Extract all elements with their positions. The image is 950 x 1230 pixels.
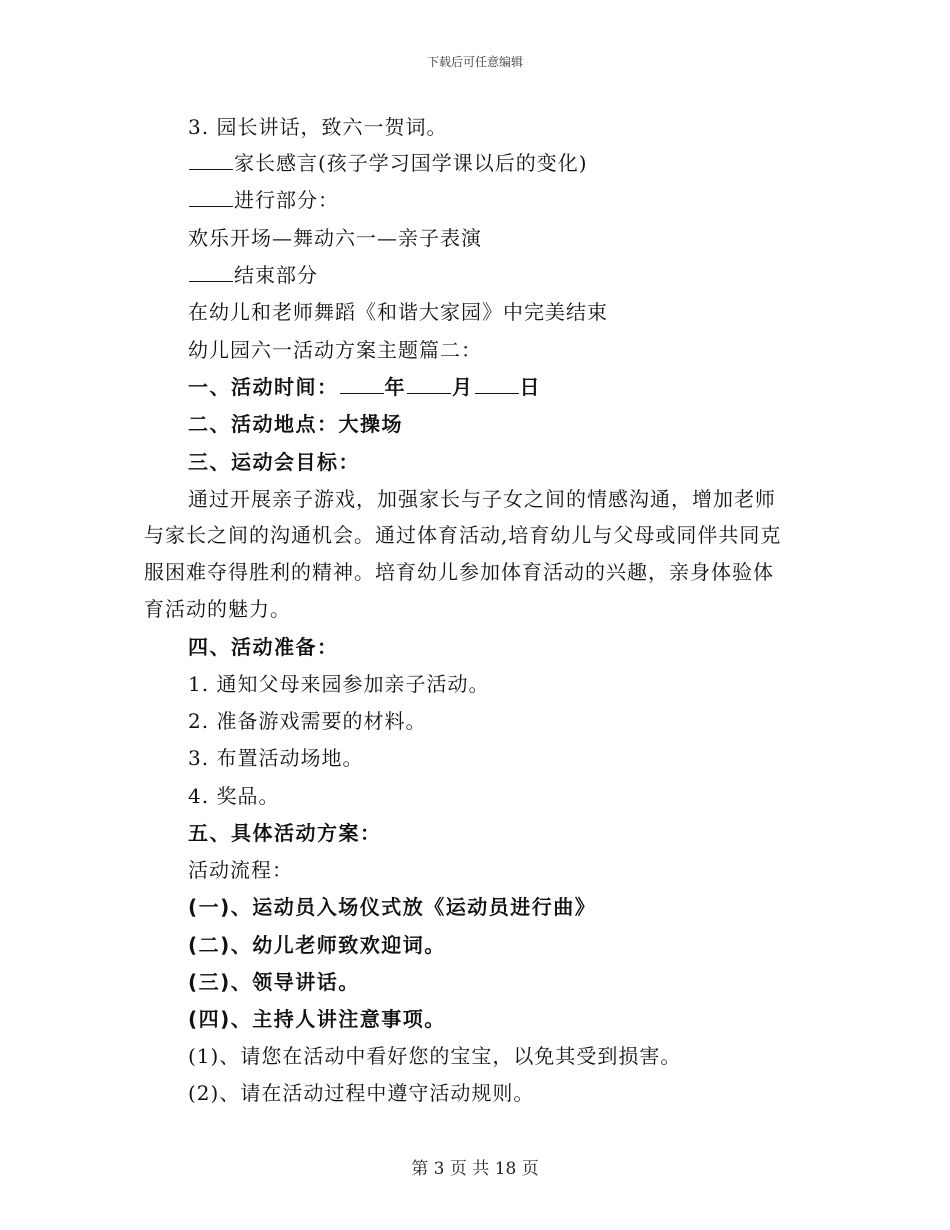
blank-year	[340, 373, 384, 394]
text-line: 结束部分	[188, 261, 318, 289]
text-line: 家长感言(孩子学习国学课以后的变化)	[188, 149, 588, 177]
text-line: 活动流程：	[188, 858, 293, 882]
list-item: 3. 布置活动场地。	[188, 746, 364, 770]
section-title: 幼儿园六一活动方案主题篇二：	[188, 338, 482, 362]
blank-underline	[189, 149, 233, 170]
paragraph-line: 与家长之间的沟通机会。通过体育活动,培育幼儿与父母或同伴共同克	[144, 523, 782, 547]
text-line: 在幼儿和老师舞蹈《和谐大家园》中完美结束	[188, 300, 608, 324]
preparation-heading: 四、活动准备：	[188, 635, 339, 659]
notice-item: (2)、请在活动过程中遵守活动规则。	[188, 1081, 535, 1105]
text-line: 进行部分：	[188, 186, 339, 214]
blank-underline	[189, 186, 233, 207]
paragraph-line: 通过开展亲子游戏，加强家长与子女之间的情感沟通，增加老师	[188, 487, 776, 511]
blank-day	[475, 373, 519, 394]
flow-item: (四)、主持人讲注意事项。	[188, 1007, 446, 1031]
text-line: 3. 园长讲话，致六一贺词。	[188, 115, 448, 139]
activity-time-line: 一、活动时间： 年 月 日	[188, 375, 541, 399]
plan-heading: 五、具体活动方案：	[188, 821, 382, 845]
flow-item: (一)、运动员入场仪式放《运动员进行曲》	[188, 895, 597, 919]
paragraph-line: 育活动的魅力。	[144, 597, 291, 621]
flow-item: (三)、领导讲话。	[188, 970, 360, 994]
blank-month	[407, 373, 451, 394]
page-header-note: 下载后可任意编辑	[426, 55, 523, 69]
list-item: 1. 通知父母来园参加亲子活动。	[188, 672, 490, 696]
blank-underline	[189, 261, 233, 282]
activity-location-line: 二、活动地点：大操场	[188, 412, 403, 436]
list-item: 2. 准备游戏需要的材料。	[188, 709, 427, 733]
list-item: 4. 奖品。	[188, 784, 280, 808]
text-line: 欢乐开场—舞动六一—亲子表演	[188, 226, 482, 250]
page-number: 第 3 页 共 18 页	[411, 1159, 539, 1179]
paragraph-line: 服困难夺得胜利的精神。培育幼儿参加体育活动的兴趣，亲身体验体	[144, 560, 774, 584]
flow-item: (二)、幼儿老师致欢迎词。	[188, 933, 446, 957]
notice-item: (1)、请您在活动中看好您的宝宝，以免其受到损害。	[188, 1044, 682, 1068]
goal-heading: 三、运动会目标：	[188, 450, 360, 474]
